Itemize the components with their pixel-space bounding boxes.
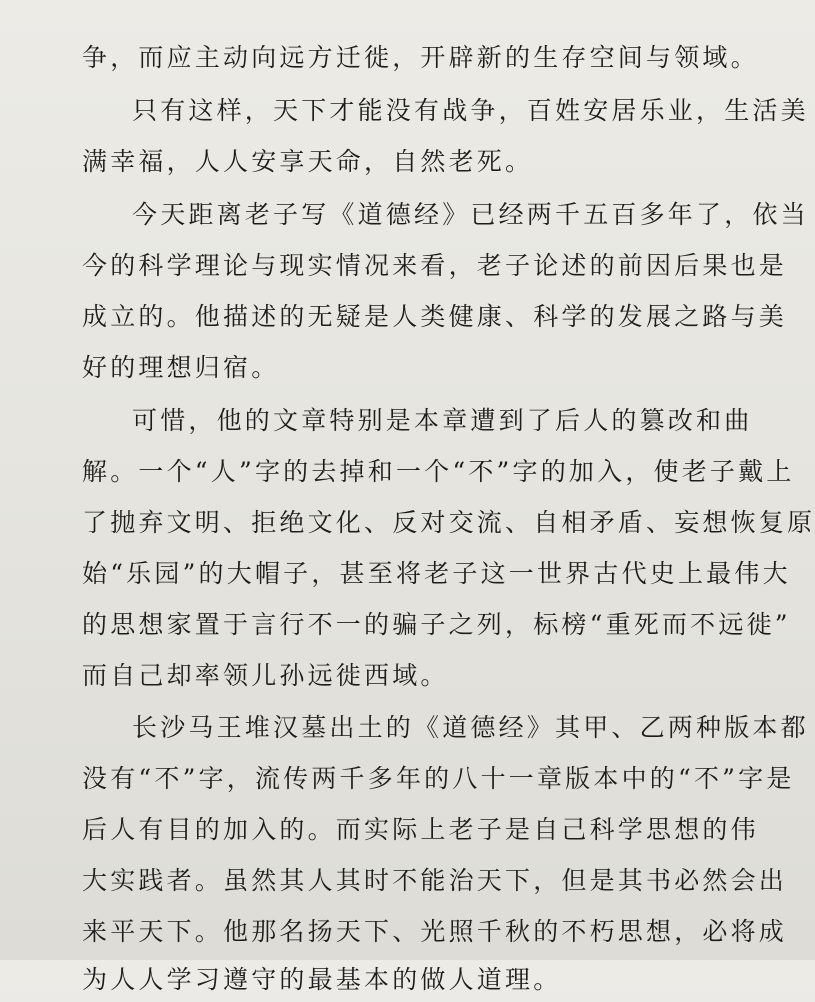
text-line: 争，而应主动向远方迁徙，开辟新的生存空间与领域。 bbox=[82, 43, 759, 72]
text-line: 来平天下。他那名扬天下、光照千秋的不朽思想，必将成 bbox=[82, 917, 788, 946]
text-line: 成立的。他描述的无疑是人类健康、科学的发展之路与美 bbox=[82, 302, 788, 331]
text-line: 长沙马王堆汉墓出土的《道德经》其甲、乙两种版本都 bbox=[132, 713, 809, 742]
text-line: 大实践者。虽然其人其时不能治天下，但是其书必然会出 bbox=[82, 866, 788, 895]
text-line: 而自己却率领儿孙远徙西域。 bbox=[82, 661, 449, 690]
text-line: 了抛弃文明、拒绝文化、反对交流、自相矛盾、妄想恢复原 bbox=[82, 508, 815, 537]
text-line: 的思想家置于言行不一的骗子之列，标榜“重死而不远徙” bbox=[82, 610, 791, 639]
text-line: 始“乐园”的大帽子，甚至将老子这一世界古代史上最伟大 bbox=[82, 559, 791, 588]
text-line: 只有这样，天下才能没有战争，百姓安居乐业，生活美 bbox=[132, 96, 809, 125]
text-line: 解。一个“人”字的去掉和一个“不”字的加入，使老子戴上 bbox=[82, 457, 795, 486]
text-line: 满幸福，人人安享天命，自然老死。 bbox=[82, 147, 534, 176]
text-line: 今的科学理论与现实情况来看，老子论述的前因后果也是 bbox=[82, 251, 788, 280]
text-line: 可惜，他的文章特别是本章遭到了后人的篡改和曲 bbox=[132, 406, 753, 435]
text-line: 后人有目的加入的。而实际上老子是自己科学思想的伟 bbox=[82, 815, 759, 844]
text-line: 为人人学习遵守的最基本的做人道理。 bbox=[82, 965, 562, 994]
text-line: 今天距离老子写《道德经》已经两千五百多年了，依当 bbox=[132, 200, 809, 229]
text-line: 没有“不”字，流传两千多年的八十一章版本中的“不”字是 bbox=[82, 764, 795, 793]
text-line: 好的理想归宿。 bbox=[82, 353, 280, 382]
